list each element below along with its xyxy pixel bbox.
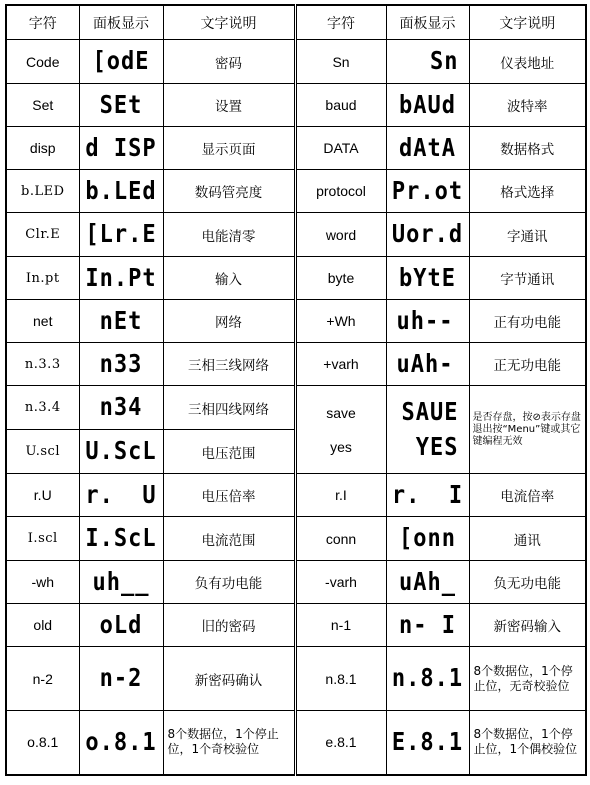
panel-display-cell bbox=[79, 474, 163, 517]
description-cell: 负有功电能 bbox=[163, 561, 295, 604]
lcd-text: SEt bbox=[99, 90, 143, 120]
table-row bbox=[6, 561, 586, 604]
symbol-cell: disp bbox=[6, 127, 79, 170]
header-description: 文字说明 bbox=[163, 5, 295, 40]
lcd-text: b.LEd bbox=[85, 176, 157, 206]
symbol-cell: n.3.3 bbox=[6, 343, 79, 386]
description-cell: 正有功电能 bbox=[469, 300, 586, 343]
description-cell: 三相三线网络 bbox=[163, 343, 295, 386]
description-cell: 旧的密码 bbox=[163, 604, 295, 647]
symbol-cell: old bbox=[6, 604, 79, 647]
panel-display-cell bbox=[386, 386, 469, 474]
panel-display-cell bbox=[79, 647, 163, 711]
symbol-cell: r.I bbox=[295, 474, 386, 517]
lcd-text: n34 bbox=[99, 393, 143, 422]
header-description: 文字说明 bbox=[469, 5, 586, 40]
table-row bbox=[6, 604, 586, 647]
description-cell: 数码管亮度 bbox=[163, 170, 295, 213]
symbol-cell: e.8.1 bbox=[295, 711, 386, 775]
panel-display-cell bbox=[79, 127, 163, 170]
panel-display-cell bbox=[386, 127, 469, 170]
description-cell: 电压范围 bbox=[163, 430, 295, 474]
header-symbol: 字符 bbox=[6, 5, 79, 40]
description-cell: 设置 bbox=[163, 84, 295, 127]
panel-display-cell bbox=[79, 170, 163, 213]
description-cell: 新密码确认 bbox=[163, 647, 295, 711]
symbol-yes: yes bbox=[330, 438, 352, 455]
symbol-cell: +Wh bbox=[295, 300, 386, 343]
description-cell: 数据格式 bbox=[469, 127, 586, 170]
table-row bbox=[6, 257, 586, 300]
description-cell: 波特率 bbox=[469, 84, 586, 127]
table-row bbox=[6, 711, 586, 775]
symbol-save: save bbox=[326, 404, 356, 421]
panel-display-cell bbox=[79, 40, 163, 84]
panel-display-cell bbox=[386, 711, 469, 775]
lcd-text: Sn bbox=[430, 47, 459, 76]
description-cell: 仪表地址 bbox=[469, 40, 586, 84]
panel-display-cell bbox=[386, 561, 469, 604]
panel-display-cell bbox=[386, 40, 469, 84]
table-row bbox=[6, 386, 586, 430]
description-cell: 电流倍率 bbox=[469, 474, 586, 517]
symbol-cell: DATA bbox=[295, 127, 386, 170]
symbol-cell: +varh bbox=[295, 343, 386, 386]
panel-display-cell bbox=[386, 474, 469, 517]
panel-display-cell bbox=[386, 517, 469, 561]
header-row bbox=[6, 5, 586, 40]
symbol-cell: byte bbox=[295, 257, 386, 300]
lcd-text: n.8.1 bbox=[391, 664, 464, 693]
description-cell: 电流范围 bbox=[163, 517, 295, 561]
table-row bbox=[6, 647, 586, 711]
symbol-cell: -varh bbox=[295, 561, 386, 604]
description-cell: 正无功电能 bbox=[469, 343, 586, 386]
lcd-text: dAtA bbox=[399, 133, 456, 163]
panel-display-cell bbox=[79, 604, 163, 647]
panel-display-cell bbox=[386, 300, 469, 343]
lcd-text: uh__ bbox=[92, 567, 150, 597]
panel-display-cell bbox=[386, 343, 469, 386]
symbol-cell: Code bbox=[6, 40, 79, 84]
lcd-text: [onn bbox=[399, 524, 456, 553]
symbol-cell: n-2 bbox=[6, 647, 79, 711]
symbol-cell: protocol bbox=[295, 170, 386, 213]
panel-display-cell bbox=[79, 343, 163, 386]
lcd-text: o.8.1 bbox=[85, 727, 157, 757]
lcd-text: [odE bbox=[92, 47, 150, 76]
symbol-cell: Set bbox=[6, 84, 79, 127]
description-cell: 8个数据位，1个停止位，1个偶校验位 bbox=[469, 711, 586, 775]
description-cell: 输入 bbox=[163, 257, 295, 300]
lcd-text: n- I bbox=[399, 610, 456, 640]
description-cell: 电压倍率 bbox=[163, 474, 295, 517]
symbol-cell: n.3.4 bbox=[6, 386, 79, 430]
lcd-text: I.ScL bbox=[85, 524, 157, 553]
parameter-table-wrapper bbox=[5, 4, 585, 776]
description-cell: 字节通讯 bbox=[469, 257, 586, 300]
lcd-text: [Lr.E bbox=[85, 220, 157, 249]
panel-display-cell bbox=[386, 604, 469, 647]
lcd-text: In.Pt bbox=[85, 263, 157, 293]
panel-display-cell bbox=[79, 561, 163, 604]
panel-display-cell bbox=[386, 213, 469, 257]
parameter-table bbox=[5, 4, 587, 776]
description-cell: 8个数据位，1个停止位，无奇校验位 bbox=[469, 647, 586, 711]
panel-display-cell bbox=[79, 430, 163, 474]
lcd-text: YES bbox=[415, 432, 459, 462]
lcd-text: E.8.1 bbox=[391, 727, 464, 757]
header-symbol: 字符 bbox=[295, 5, 386, 40]
table-row bbox=[6, 343, 586, 386]
description-cell: 通讯 bbox=[469, 517, 586, 561]
lcd-text: n33 bbox=[99, 349, 143, 379]
symbol-cell: Clr.E bbox=[6, 213, 79, 257]
lcd-text: bAUd bbox=[399, 90, 456, 120]
table-row bbox=[6, 127, 586, 170]
table-row bbox=[6, 474, 586, 517]
table-row bbox=[6, 40, 586, 84]
table-row bbox=[6, 300, 586, 343]
description-cell: 密码 bbox=[163, 40, 295, 84]
panel-display-cell bbox=[79, 257, 163, 300]
header-panel-display: 面板显示 bbox=[386, 5, 469, 40]
symbol-cell: n-1 bbox=[295, 604, 386, 647]
description-cell: 格式选择 bbox=[469, 170, 586, 213]
lcd-text: d ISP bbox=[85, 133, 157, 163]
lcd-text: r. I bbox=[391, 480, 464, 510]
panel-display-cell bbox=[386, 170, 469, 213]
description-cell: 新密码输入 bbox=[469, 604, 586, 647]
lcd-text: oLd bbox=[99, 610, 143, 640]
symbol-cell: o.8.1 bbox=[6, 711, 79, 775]
description-cell: 负无功电能 bbox=[469, 561, 586, 604]
panel-display-cell bbox=[386, 84, 469, 127]
description-cell: 网络 bbox=[163, 300, 295, 343]
description-cell: 是否存盘，按⊘表示存盘退出按“Menu”键或其它键编程无效 bbox=[469, 386, 586, 474]
lcd-text: nEt bbox=[99, 306, 143, 336]
table-row bbox=[6, 213, 586, 257]
symbol-cell: I.scl bbox=[6, 517, 79, 561]
symbol-cell: net bbox=[6, 300, 79, 343]
panel-display-cell bbox=[79, 213, 163, 257]
symbol-cell: In.pt bbox=[6, 257, 79, 300]
panel-display-cell bbox=[79, 300, 163, 343]
header-panel-display: 面板显示 bbox=[79, 5, 163, 40]
description-cell: 三相四线网络 bbox=[163, 386, 295, 430]
lcd-text: uAh- bbox=[396, 349, 454, 379]
symbol-cell: n.8.1 bbox=[295, 647, 386, 711]
lcd-text: SAUE bbox=[401, 397, 459, 427]
table-row bbox=[6, 84, 586, 127]
lcd-text: n-2 bbox=[99, 664, 143, 693]
symbol-cell: b.LED bbox=[6, 170, 79, 213]
lcd-text: bYtE bbox=[399, 263, 456, 293]
lcd-text: Uor.d bbox=[391, 220, 464, 249]
symbol-cell: Sn bbox=[295, 40, 386, 84]
description-cell: 电能清零 bbox=[163, 213, 295, 257]
description-cell: 8个数据位，1个停止位，1个奇校验位 bbox=[163, 711, 295, 775]
symbol-cell: conn bbox=[295, 517, 386, 561]
symbol-cell bbox=[295, 386, 386, 474]
lcd-text: U.ScL bbox=[85, 437, 157, 466]
lcd-text: r. U bbox=[85, 480, 157, 510]
symbol-cell: U.scl bbox=[6, 430, 79, 474]
lcd-text: Pr.ot bbox=[391, 176, 464, 206]
symbol-cell: baud bbox=[295, 84, 386, 127]
table-row bbox=[6, 517, 586, 561]
description-cell: 字通讯 bbox=[469, 213, 586, 257]
symbol-cell: -wh bbox=[6, 561, 79, 604]
panel-display-cell bbox=[386, 647, 469, 711]
table-row bbox=[6, 170, 586, 213]
panel-display-cell bbox=[386, 257, 469, 300]
lcd-text: uAh_ bbox=[399, 567, 456, 597]
symbol-cell: word bbox=[295, 213, 386, 257]
panel-display-cell bbox=[79, 386, 163, 430]
panel-display-cell bbox=[79, 84, 163, 127]
symbol-cell: r.U bbox=[6, 474, 79, 517]
description-cell: 显示页面 bbox=[163, 127, 295, 170]
panel-display-cell bbox=[79, 711, 163, 775]
panel-display-cell bbox=[79, 517, 163, 561]
lcd-text: uh-- bbox=[396, 306, 454, 336]
